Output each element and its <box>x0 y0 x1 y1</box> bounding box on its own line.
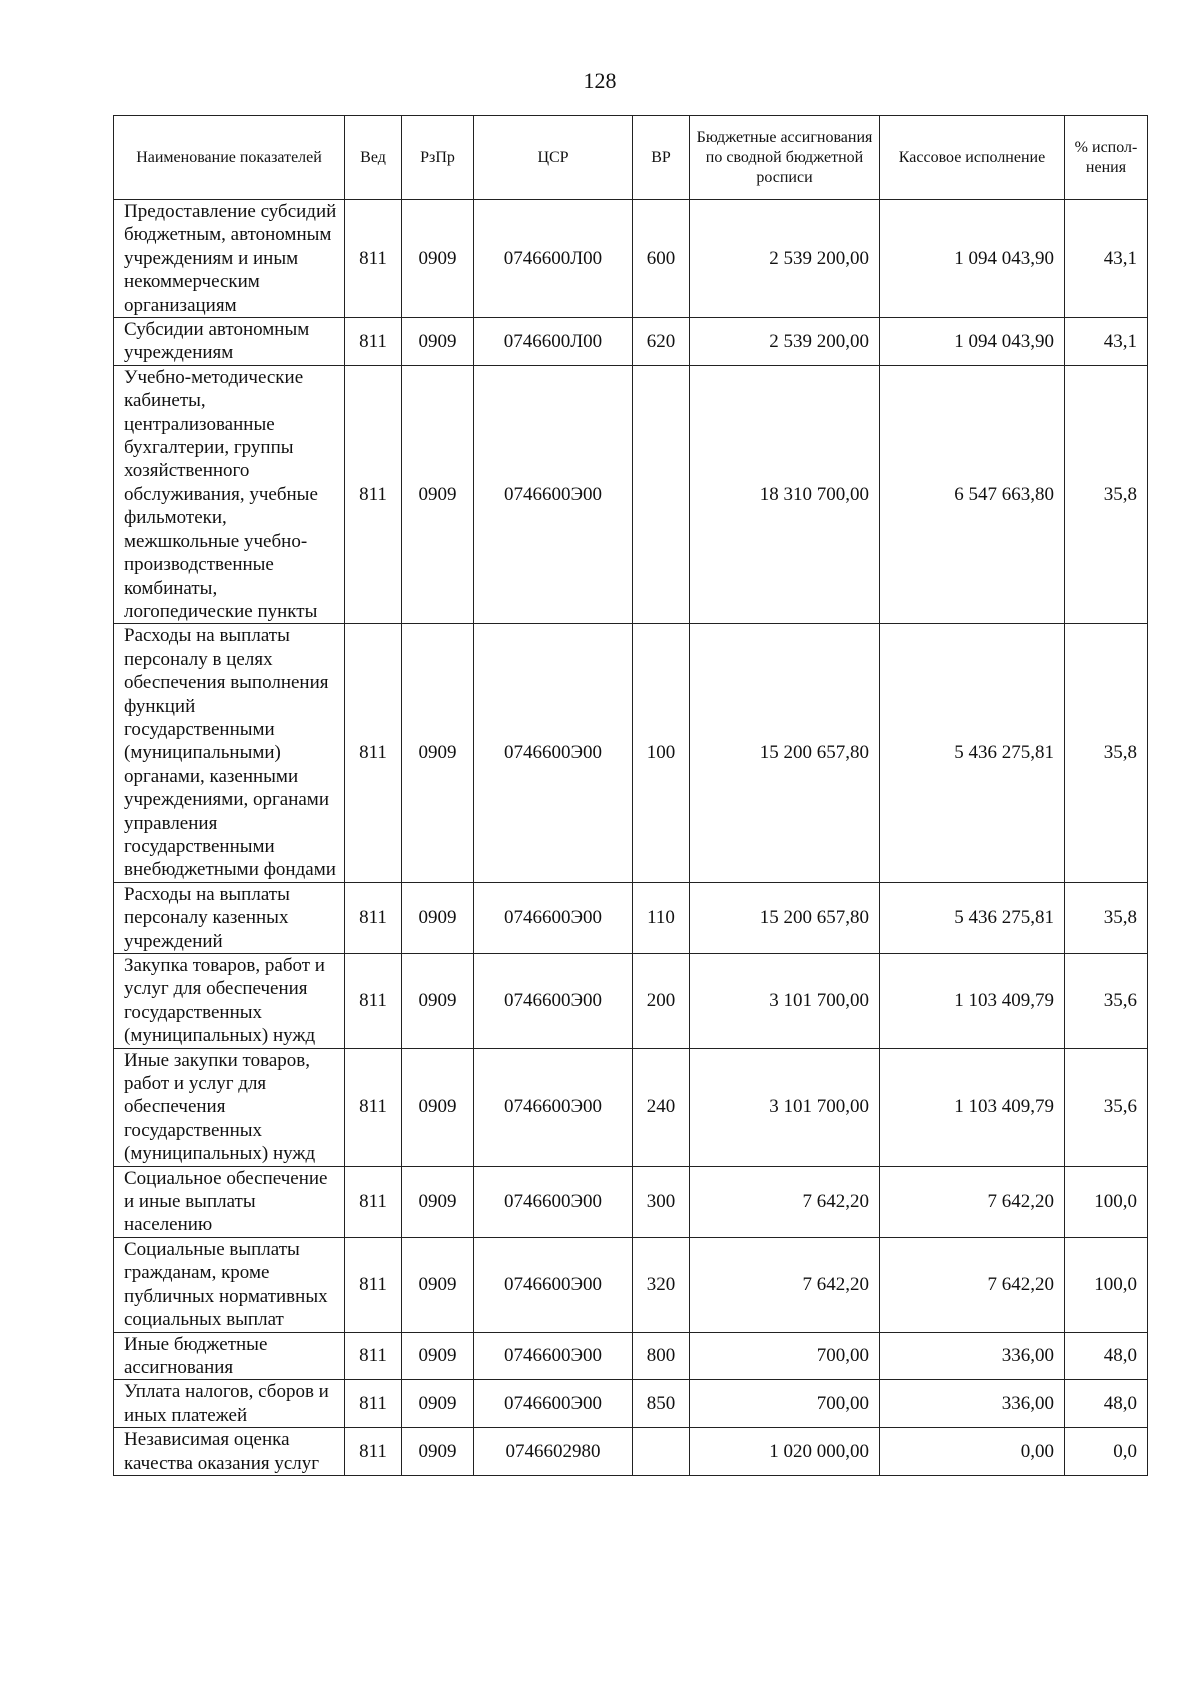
cell-name: Социальное обеспечение и иные выплаты населению <box>114 1166 345 1237</box>
cell-vr: 320 <box>633 1237 690 1332</box>
cell-csr: 0746600Э00 <box>474 954 633 1049</box>
cell-budget: 3 101 700,00 <box>690 1048 880 1166</box>
cell-name: Уплата налогов, сборов и иных платежей <box>114 1380 345 1428</box>
cell-cash: 1 103 409,79 <box>880 954 1065 1049</box>
table-row <box>114 365 1148 623</box>
cell-percent: 35,6 <box>1065 954 1148 1049</box>
cell-budget: 1 020 000,00 <box>690 1428 880 1476</box>
cell-budget: 2 539 200,00 <box>690 318 880 366</box>
budget-table <box>113 115 1148 1476</box>
cell-rzpr: 0909 <box>402 1237 474 1332</box>
cell-name: Иные бюджетные ассигнования <box>114 1332 345 1380</box>
cell-cash: 336,00 <box>880 1380 1065 1428</box>
table-body <box>114 200 1148 1476</box>
cell-name: Расходы на выплаты персоналу казенных учреждений <box>114 882 345 953</box>
header-rzpr: РзПр <box>402 116 474 200</box>
cell-percent: 48,0 <box>1065 1332 1148 1380</box>
cell-csr: 0746600Э00 <box>474 1380 633 1428</box>
table-row <box>114 318 1148 366</box>
page-number: 128 <box>583 68 617 93</box>
cell-csr: 0746600Э00 <box>474 365 633 623</box>
cell-budget: 7 642,20 <box>690 1237 880 1332</box>
cell-percent: 35,8 <box>1065 882 1148 953</box>
header-cash: Кассовое исполнение <box>880 116 1065 200</box>
cell-cash: 1 103 409,79 <box>880 1048 1065 1166</box>
cell-vr: 240 <box>633 1048 690 1166</box>
cell-csr: 0746600Э00 <box>474 882 633 953</box>
cell-ved: 811 <box>345 954 402 1049</box>
cell-vr: 800 <box>633 1332 690 1380</box>
cell-name: Расходы на выплаты персоналу в целях обеспечения выполнения функций государственными (муниципальными) органами, казенными учреждениями, органами управления государственными внебюджетными фондами <box>114 624 345 882</box>
cell-percent: 35,6 <box>1065 1048 1148 1166</box>
cell-vr: 200 <box>633 954 690 1049</box>
table-row <box>114 1380 1148 1428</box>
cell-cash: 5 436 275,81 <box>880 624 1065 882</box>
cell-vr: 110 <box>633 882 690 953</box>
header-budget: Бюджетные ассигнования по сводной бюджетной росписи <box>690 116 880 200</box>
cell-vr: 620 <box>633 318 690 366</box>
cell-rzpr: 0909 <box>402 365 474 623</box>
cell-csr: 0746600Э00 <box>474 624 633 882</box>
cell-ved: 811 <box>345 1332 402 1380</box>
cell-budget: 15 200 657,80 <box>690 882 880 953</box>
cell-percent: 43,1 <box>1065 200 1148 318</box>
cell-budget: 2 539 200,00 <box>690 200 880 318</box>
cell-vr <box>633 1428 690 1476</box>
table-row <box>114 954 1148 1049</box>
cell-csr: 0746600Э00 <box>474 1332 633 1380</box>
cell-rzpr: 0909 <box>402 1428 474 1476</box>
cell-name: Социальные выплаты гражданам, кроме публичных нормативных социальных выплат <box>114 1237 345 1332</box>
cell-cash: 336,00 <box>880 1332 1065 1380</box>
cell-rzpr: 0909 <box>402 882 474 953</box>
cell-budget: 700,00 <box>690 1332 880 1380</box>
cell-percent: 35,8 <box>1065 365 1148 623</box>
cell-cash: 5 436 275,81 <box>880 882 1065 953</box>
cell-name: Независимая оценка качества оказания услуг <box>114 1428 345 1476</box>
cell-ved: 811 <box>345 318 402 366</box>
cell-ved: 811 <box>345 1048 402 1166</box>
cell-name: Учебно-методические кабинеты, централизованные бухгалтерии, группы хозяйственного обслуживания, учебные фильмотеки, межшкольные учебно-производственные комбинаты, логопедические пункты <box>114 365 345 623</box>
cell-budget: 3 101 700,00 <box>690 954 880 1049</box>
table-header-row <box>114 116 1148 200</box>
header-csr: ЦСР <box>474 116 633 200</box>
table-row <box>114 1237 1148 1332</box>
cell-percent: 35,8 <box>1065 624 1148 882</box>
cell-budget: 7 642,20 <box>690 1166 880 1237</box>
cell-ved: 811 <box>345 624 402 882</box>
table-row <box>114 1332 1148 1380</box>
cell-vr: 850 <box>633 1380 690 1428</box>
table-row <box>114 1048 1148 1166</box>
table-row <box>114 882 1148 953</box>
cell-cash: 7 642,20 <box>880 1166 1065 1237</box>
cell-ved: 811 <box>345 1380 402 1428</box>
cell-budget: 15 200 657,80 <box>690 624 880 882</box>
cell-budget: 18 310 700,00 <box>690 365 880 623</box>
cell-rzpr: 0909 <box>402 954 474 1049</box>
cell-budget: 700,00 <box>690 1380 880 1428</box>
cell-percent: 48,0 <box>1065 1380 1148 1428</box>
cell-csr: 0746600Э00 <box>474 1237 633 1332</box>
cell-csr: 0746600Л00 <box>474 200 633 318</box>
cell-ved: 811 <box>345 1428 402 1476</box>
cell-csr: 0746602980 <box>474 1428 633 1476</box>
cell-ved: 811 <box>345 365 402 623</box>
cell-percent: 43,1 <box>1065 318 1148 366</box>
cell-name: Закупка товаров, работ и услуг для обеспечения государственных (муниципальных) нужд <box>114 954 345 1049</box>
header-name: Наименование показателей <box>114 116 345 200</box>
cell-csr: 0746600Э00 <box>474 1048 633 1166</box>
cell-vr: 300 <box>633 1166 690 1237</box>
header-percent: % испол-нения <box>1065 116 1148 200</box>
cell-rzpr: 0909 <box>402 200 474 318</box>
cell-name: Предоставление субсидий бюджетным, автономным учреждениям и иным некоммерческим организациям <box>114 200 345 318</box>
table-row <box>114 1428 1148 1476</box>
cell-ved: 811 <box>345 1166 402 1237</box>
cell-cash: 1 094 043,90 <box>880 318 1065 366</box>
cell-percent: 100,0 <box>1065 1166 1148 1237</box>
cell-rzpr: 0909 <box>402 318 474 366</box>
cell-name: Иные закупки товаров, работ и услуг для обеспечения государственных (муниципальных) нужд <box>114 1048 345 1166</box>
table-row <box>114 200 1148 318</box>
cell-vr <box>633 365 690 623</box>
cell-csr: 0746600Л00 <box>474 318 633 366</box>
cell-vr: 600 <box>633 200 690 318</box>
cell-csr: 0746600Э00 <box>474 1166 633 1237</box>
cell-ved: 811 <box>345 882 402 953</box>
table-row <box>114 1166 1148 1237</box>
cell-rzpr: 0909 <box>402 624 474 882</box>
header-ved: Вед <box>345 116 402 200</box>
cell-ved: 811 <box>345 200 402 318</box>
cell-cash: 0,00 <box>880 1428 1065 1476</box>
cell-rzpr: 0909 <box>402 1332 474 1380</box>
cell-rzpr: 0909 <box>402 1048 474 1166</box>
cell-ved: 811 <box>345 1237 402 1332</box>
cell-cash: 6 547 663,80 <box>880 365 1065 623</box>
cell-percent: 100,0 <box>1065 1237 1148 1332</box>
cell-name: Субсидии автономным учреждениям <box>114 318 345 366</box>
header-vr: ВР <box>633 116 690 200</box>
cell-cash: 1 094 043,90 <box>880 200 1065 318</box>
cell-vr: 100 <box>633 624 690 882</box>
cell-rzpr: 0909 <box>402 1380 474 1428</box>
cell-rzpr: 0909 <box>402 1166 474 1237</box>
cell-percent: 0,0 <box>1065 1428 1148 1476</box>
table-row <box>114 624 1148 882</box>
cell-cash: 7 642,20 <box>880 1237 1065 1332</box>
